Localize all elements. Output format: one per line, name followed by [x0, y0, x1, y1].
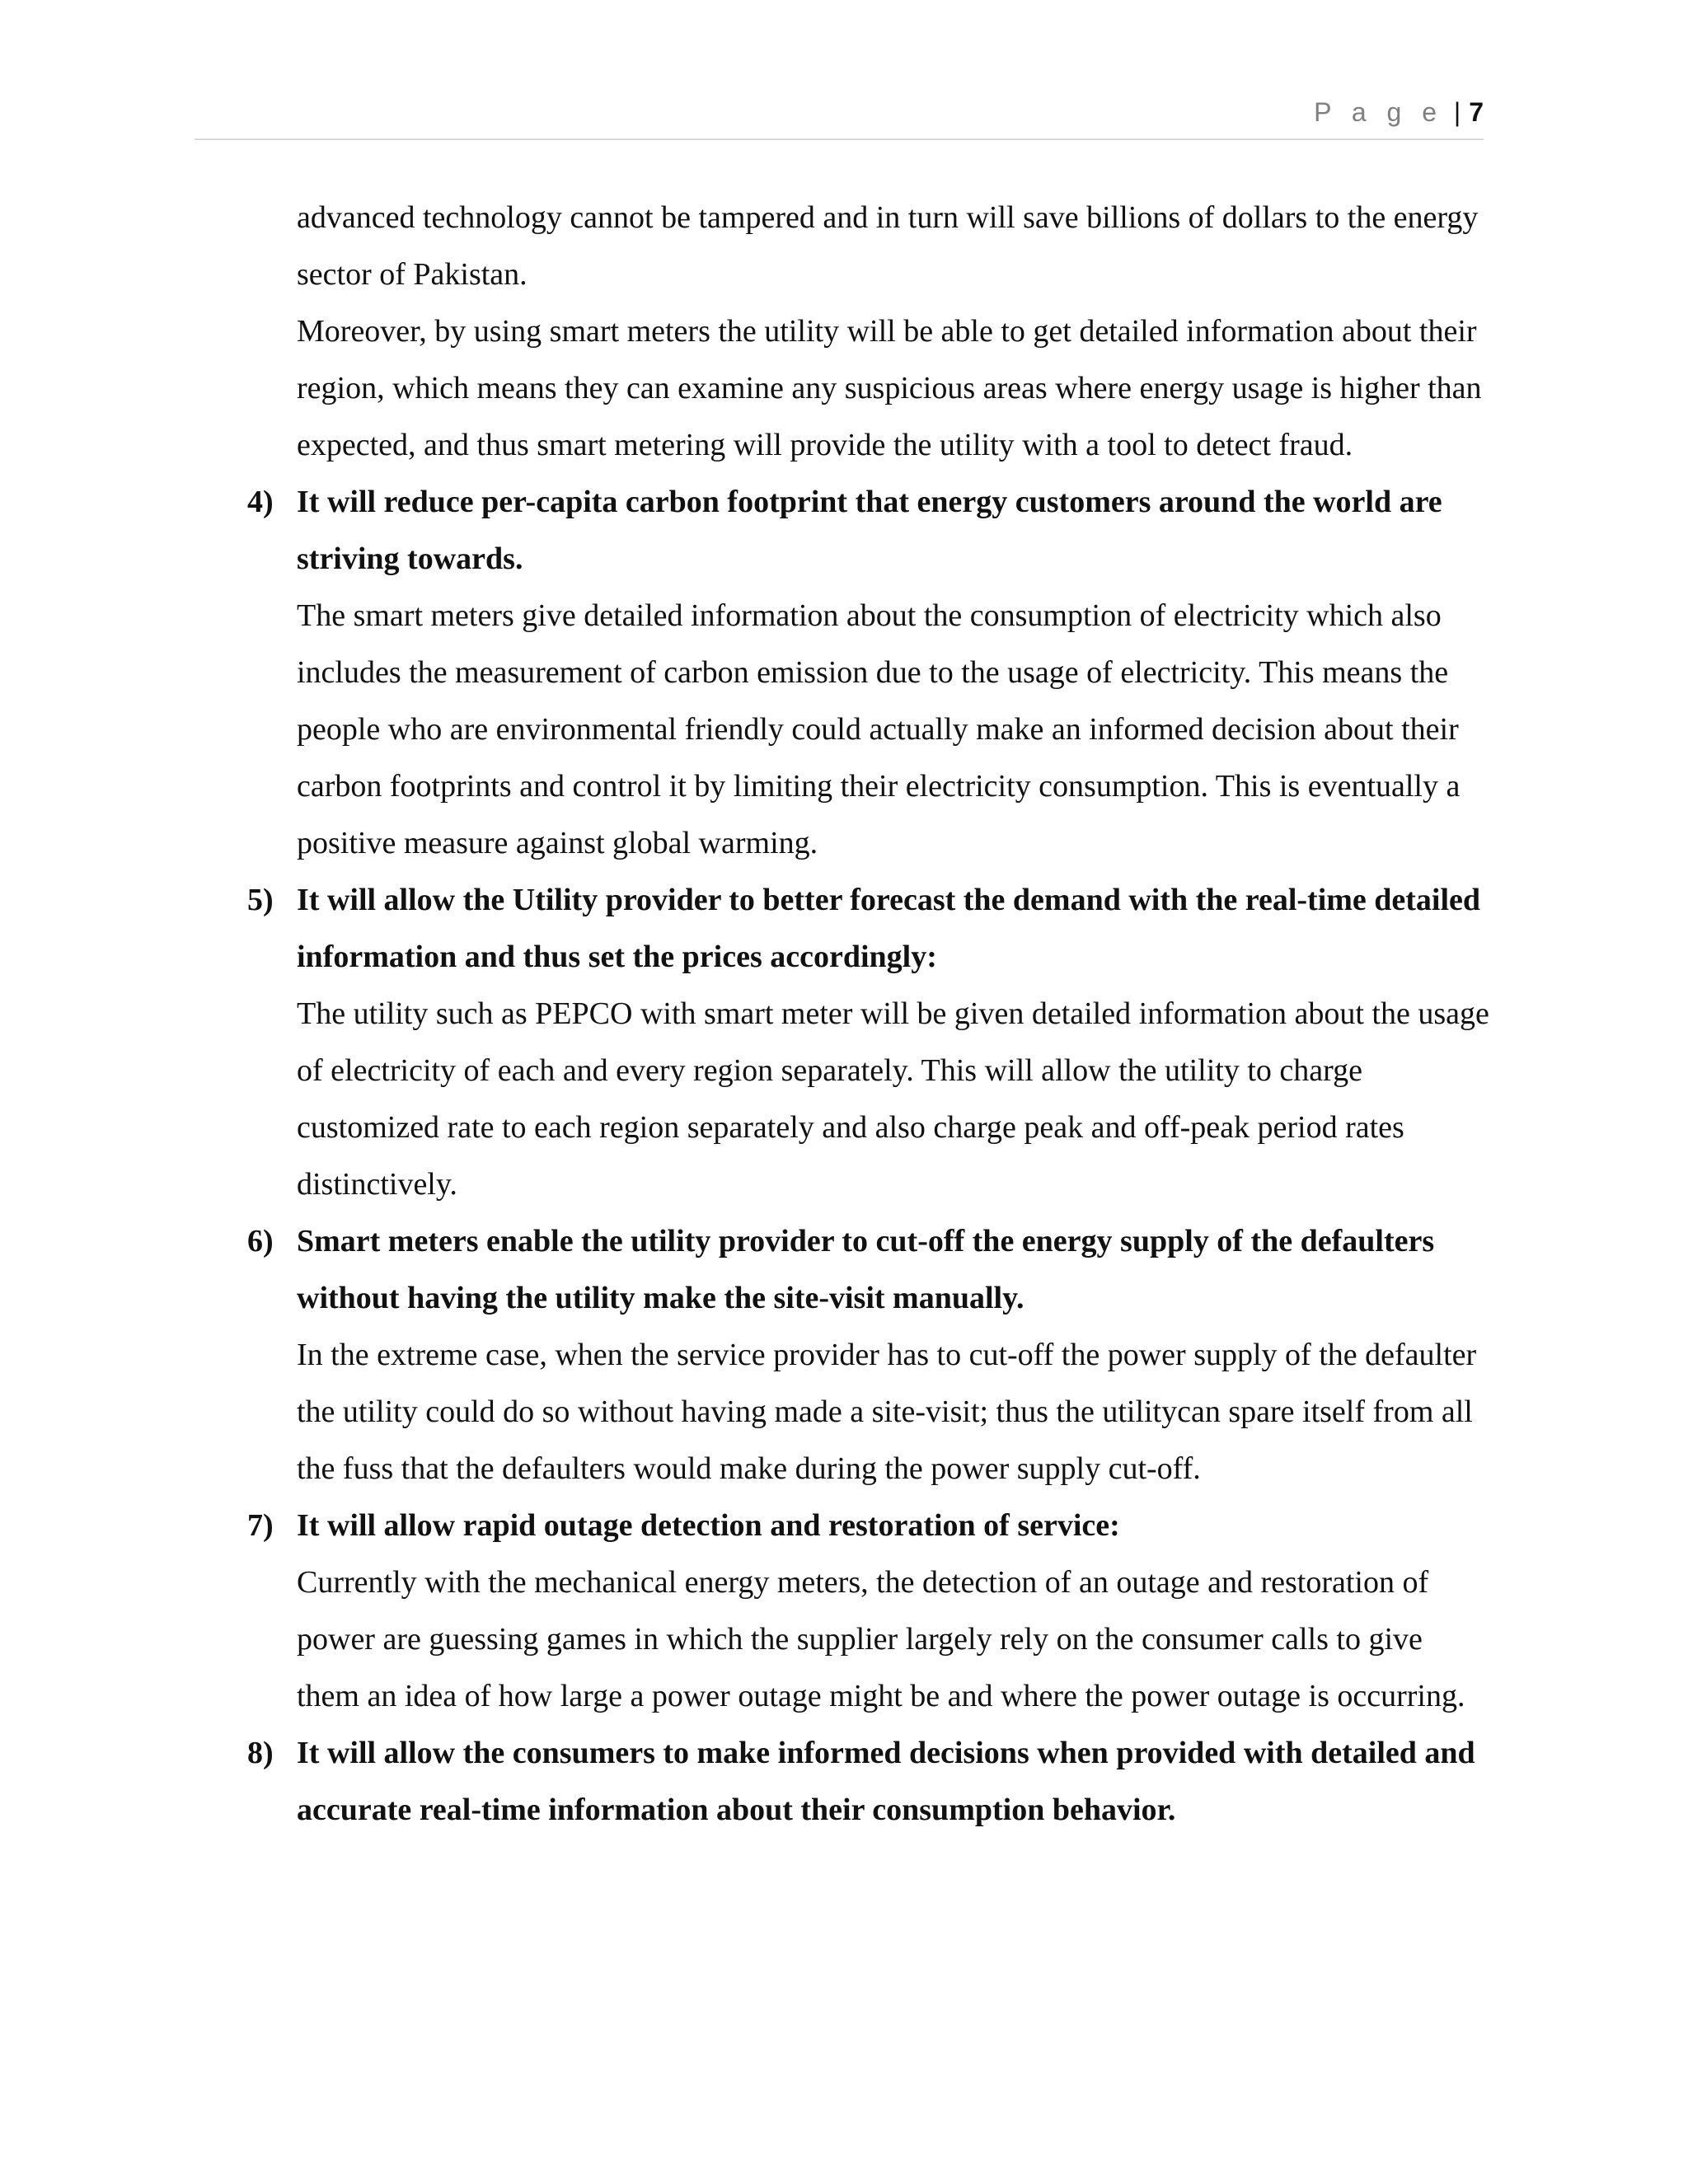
- list-item-number: 6): [247, 1224, 274, 1258]
- page-header: [195, 97, 1484, 140]
- page-number: 7: [1469, 97, 1484, 127]
- page-label: P a g e: [1314, 97, 1443, 127]
- list-item-heading: It will allow the consumers to make informed decisions when provided with detailed and accurate real-time information about their consumption behavior.: [297, 1736, 1475, 1827]
- document-body: [247, 190, 1492, 1839]
- list-item-number: 4): [247, 485, 274, 519]
- list-item-body: The smart meters give detailed information about the consumption of electricity which also includes the measurement of carbon emission due to the usage of electricity. This means the people who are environmental friendly could actually make an informed decision about their carbon footprints and control it by limiting their electricity consumption. This is eventually a positive measure against global warming.: [297, 598, 1461, 860]
- list-item-body: Currently with the mechanical energy meters, the detection of an outage and restoration of power are guessing games in which the supplier largely rely on the consumer calls to give them an idea of how large a power outage might be and where the power outage is occurring.: [297, 1565, 1465, 1713]
- list-item-7: [247, 1497, 1492, 1725]
- list-item-6: [247, 1213, 1492, 1497]
- list-item-heading: It will allow the Utility provider to better forecast the demand with the real-time detailed information and thus set the prices accordingly:: [297, 883, 1481, 974]
- list-item-number: 8): [247, 1736, 274, 1770]
- list-item-number: 7): [247, 1508, 274, 1543]
- list-item-4: [247, 474, 1492, 872]
- list-item-number: 5): [247, 883, 274, 917]
- intro-paragraph-1: advanced technology cannot be tampered and in turn will save billions of dollars to the energy sector of Pakistan.: [297, 200, 1479, 292]
- list-item-8: [247, 1725, 1492, 1839]
- list-item-5: [247, 872, 1492, 1213]
- intro-paragraph-2: Moreover, by using smart meters the utility will be able to get detailed information about their region, which means they can examine any suspicious areas where energy usage is higher than expected, and thus smart metering will provide the utility with a tool to detect fraud.: [297, 314, 1482, 462]
- list-item-heading: Smart meters enable the utility provider to cut-off the energy supply of the defaulters without having the utility make the site-visit manually.: [297, 1224, 1435, 1315]
- page-separator: |: [1453, 97, 1461, 127]
- list-item-heading: It will reduce per-capita carbon footprint that energy customers around the world are striving towards.: [297, 485, 1442, 576]
- list-item-body: The utility such as PEPCO with smart meter will be given detailed information about the usage of electricity of each and every region separately. This will allow the utility to charge customized rate to each region separately and also charge peak and off-peak period rates distinctively.: [297, 996, 1489, 1202]
- list-item-heading: It will allow rapid outage detection and restoration of service:: [297, 1508, 1120, 1543]
- list-item-body: In the extreme case, when the service provider has to cut-off the power supply of the defaulter the utility could do so without having made a site-visit; thus the utilitycan spare itself from all the fuss that the defaulters would make during the power supply cut-off.: [297, 1338, 1477, 1486]
